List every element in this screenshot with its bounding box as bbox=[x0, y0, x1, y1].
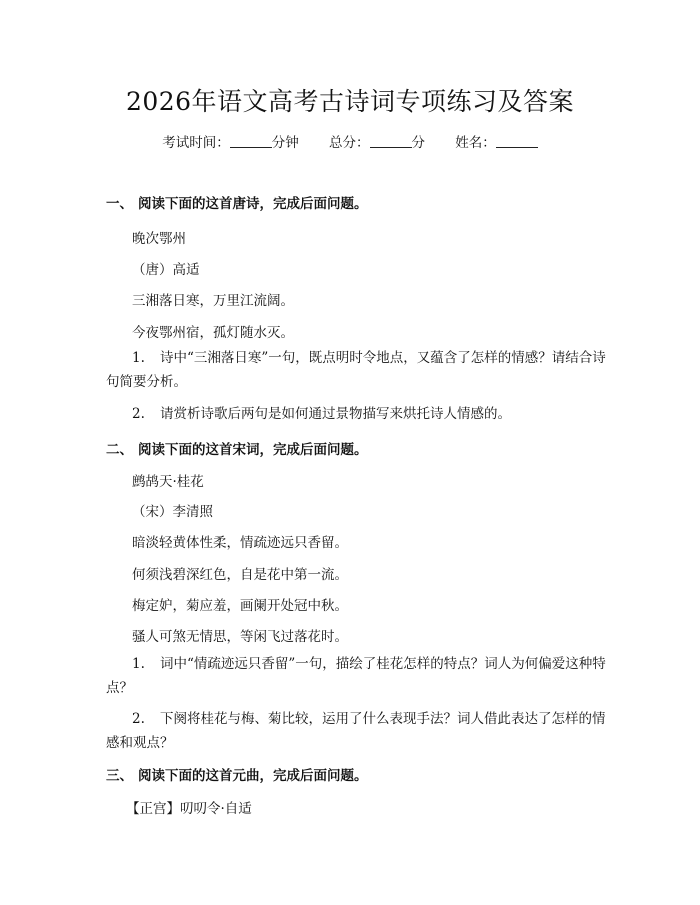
section-heading-text: 阅读下面的这首唐诗，完成后面问题。 bbox=[138, 196, 368, 212]
question-number: 1. bbox=[132, 350, 145, 366]
exam-info-line bbox=[0, 131, 700, 151]
question-item bbox=[106, 346, 606, 394]
question-number: 1. bbox=[132, 656, 145, 672]
total-score-label: 总分： bbox=[329, 135, 370, 151]
question-text: 请赏析诗歌后两句是如何通过景物描写来烘托诗人情感的。 bbox=[160, 406, 511, 422]
name-blank bbox=[496, 135, 538, 148]
exam-time-unit: 分钟 bbox=[271, 135, 299, 151]
exam-time-label: 考试时间： bbox=[162, 135, 230, 151]
section-heading-text: 阅读下面的这首元曲，完成后面问题。 bbox=[138, 768, 368, 784]
poem-author: （唐）高适 bbox=[132, 262, 200, 278]
total-score-blank bbox=[370, 135, 412, 148]
poem-title: 【正宫】叨叨令·自适 bbox=[126, 801, 252, 817]
section-number: 三、 bbox=[106, 768, 133, 784]
exam-time-blank bbox=[230, 135, 272, 148]
total-score-unit: 分 bbox=[411, 135, 425, 151]
total-score-field bbox=[329, 135, 425, 151]
poem-title: 鹧鸪天·桂花 bbox=[132, 474, 204, 490]
question-item bbox=[106, 652, 606, 700]
section-heading-text: 阅读下面的这首宋词，完成后面问题。 bbox=[138, 442, 368, 458]
section-heading bbox=[106, 192, 368, 212]
section-number: 一、 bbox=[106, 196, 133, 212]
poem-title: 晚次鄂州 bbox=[132, 231, 186, 247]
section-number: 二、 bbox=[106, 442, 133, 458]
section-heading bbox=[106, 438, 368, 458]
poem-line: 今夜鄂州宿，孤灯随水灭。 bbox=[132, 325, 294, 341]
name-label: 姓名： bbox=[455, 135, 496, 151]
exam-time-field bbox=[162, 135, 299, 151]
question-item bbox=[106, 707, 606, 755]
poem-line: 何须浅碧深红色，自是花中第一流。 bbox=[132, 567, 348, 583]
name-field bbox=[455, 135, 538, 151]
question-number: 2. bbox=[132, 406, 145, 422]
question-number: 2. bbox=[132, 711, 145, 727]
poem-author: （宋）李清照 bbox=[132, 504, 213, 520]
section-heading bbox=[106, 764, 368, 784]
page-title: 2026年语文高考古诗词专项练习及答案 bbox=[125, 87, 575, 116]
poem-line: 骚人可煞无情思，等闲飞过落花时。 bbox=[132, 629, 348, 645]
poem-line: 梅定妒，菊应羞，画阑开处冠中秋。 bbox=[132, 598, 348, 614]
question-text: 词中“情疏迹远只香留”一句，描绘了桂花怎样的特点？词人为何偏爱这种特点？ bbox=[106, 656, 606, 696]
question-item bbox=[106, 402, 606, 426]
question-text: 下阕将桂花与梅、菊比较，运用了什么表现手法？词人借此表达了怎样的情感和观点？ bbox=[106, 711, 606, 751]
poem-line: 暗淡轻黄体性柔，情疏迹远只香留。 bbox=[132, 535, 348, 551]
poem-line: 三湘落日寒，万里江流阔。 bbox=[132, 293, 294, 309]
question-text: 诗中“三湘落日寒”一句，既点明时令地点，又蕴含了怎样的情感？请结合诗句简要分析。 bbox=[106, 350, 606, 390]
